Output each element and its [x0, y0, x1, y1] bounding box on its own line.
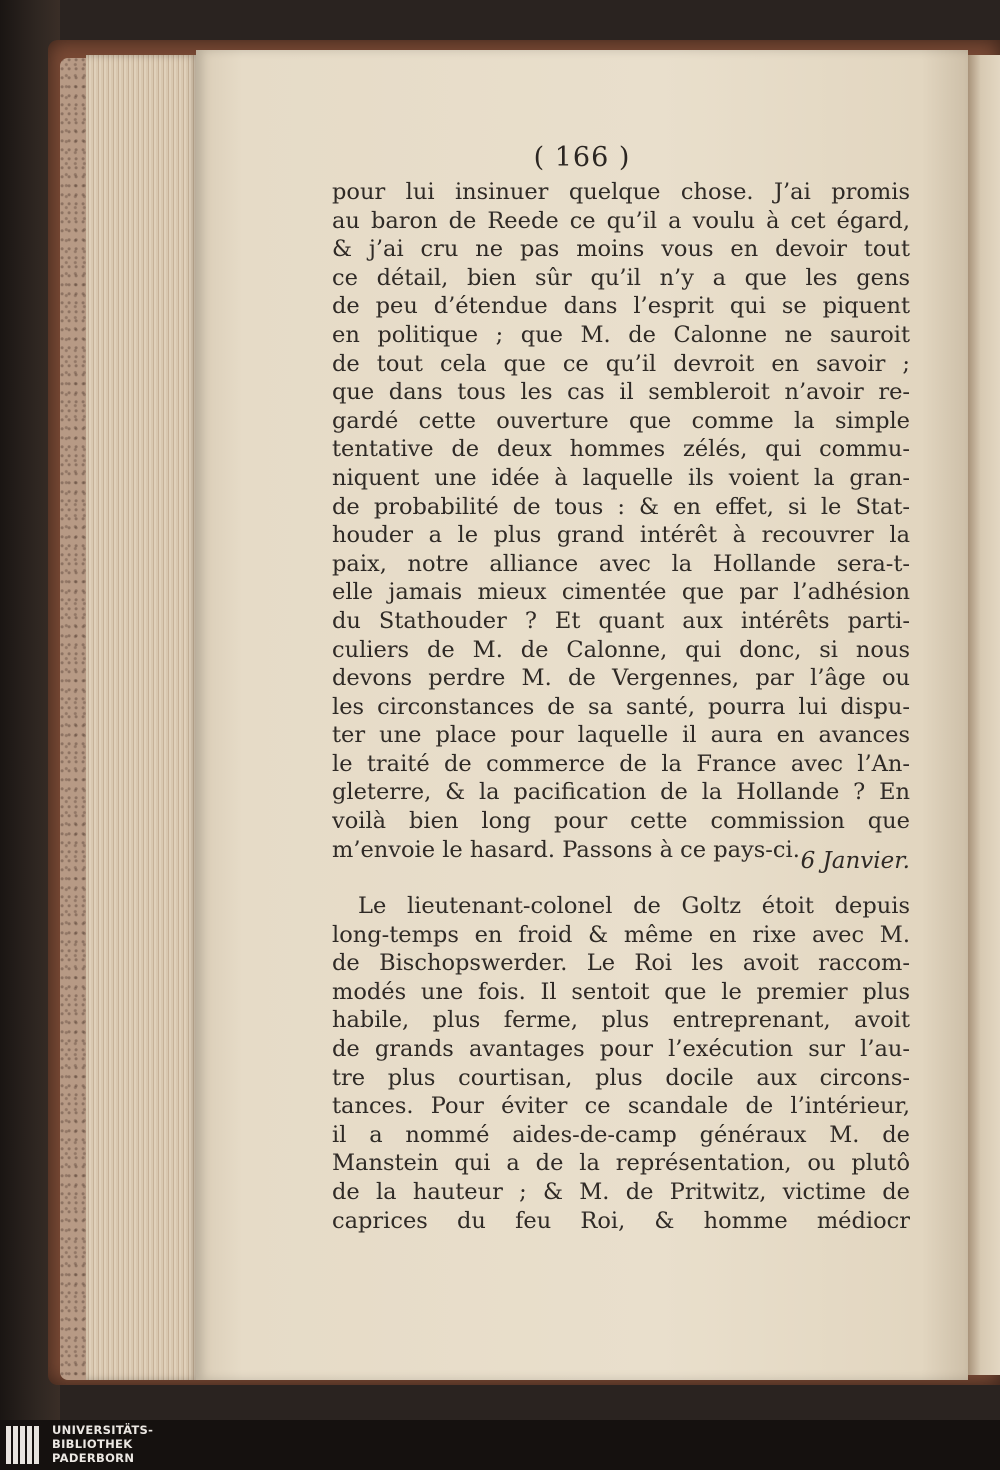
text-line: pour lui insinuer quelque chose. J’ai promis — [332, 179, 910, 205]
text-line: voilà bien long pour cette commission que — [332, 808, 910, 835]
text-line: m’envoie le hasard. Passons à ce pays-ci. — [332, 836, 800, 863]
text-line: elle jamais mieux cimentée que par l’adhésion — [332, 579, 910, 606]
text-line: le traité de commerce de la France avec l’An- — [332, 750, 910, 777]
text-line: houder a le plus grand intérêt à recouvrer la — [332, 522, 910, 549]
text-line: modés une fois. Il sentoit que le premier plus — [332, 978, 910, 1005]
library-logo-icon — [6, 1426, 46, 1464]
book-page — [196, 50, 968, 1380]
text-line: au baron de Reede ce qu’il a voulu à cet égard, — [332, 207, 910, 234]
text-line: de Bischopswerder. Le Roi les avoit raccom- — [332, 950, 910, 977]
text-line: long-temps en froid & même en rixe avec M. — [332, 921, 910, 948]
text-line: caprices du feu Roi, & homme médiocr — [332, 1207, 910, 1234]
text-line: ce détail, bien sûr qu’il n’y a que les gens — [332, 264, 910, 291]
paragraph-continued — [332, 178, 910, 864]
text-line: tances. Pour éviter ce scandale de l’intérieur, — [332, 1093, 910, 1120]
text-line: il a nommé aides-de-camp généraux M. de — [332, 1121, 910, 1148]
library-name-line: UNIVERSITÄTS- — [52, 1423, 154, 1437]
text-line: tre plus courtisan, plus docile aux circons- — [332, 1064, 910, 1091]
text-line: en politique ; que M. de Calonne ne sauroit — [332, 321, 910, 348]
text-line: Le lieutenant-colonel de Goltz étoit depuis — [358, 893, 910, 919]
text-line: les circonstances de sa santé, pourra lui dispu- — [332, 693, 910, 720]
text-line: habile, plus ferme, plus entreprenant, avoit — [332, 1007, 910, 1034]
text-line: ter une place pour laquelle il aura en avances — [332, 722, 910, 749]
text-line: de la hauteur ; & M. de Pritwitz, victime de — [332, 1178, 910, 1205]
text-line: paix, notre alliance avec la Hollande sera-t- — [332, 550, 910, 577]
dateline: 6 Janvier. — [800, 848, 910, 874]
page-stack-edges — [86, 55, 198, 1380]
text-line: de peu d’étendue dans l’esprit qui se piquent — [332, 293, 910, 320]
text-line: de tout cela que ce qu’il devroit en savoir ; — [332, 350, 910, 377]
text-line: tentative de deux hommes zélés, qui commu- — [332, 436, 910, 463]
library-footer — [0, 1420, 1000, 1470]
library-name-line: BIBLIOTHEK — [52, 1437, 133, 1451]
text-line: Manstein qui a de la représentation, ou plutô — [332, 1150, 910, 1177]
text-line: de grands avantages pour l’exécution sur l’au- — [332, 1035, 910, 1062]
facing-page-edge — [968, 55, 1000, 1375]
text-line: devons perdre M. de Vergennes, par l’âge ou — [332, 665, 910, 692]
text-line: niquent une idée à laquelle ils voient la gran- — [332, 464, 910, 491]
text-line: du Stathouder ? Et quant aux intérêts parti- — [332, 607, 910, 634]
text-line: que dans tous les cas il sembleroit n’avoir re- — [332, 379, 910, 406]
library-name — [52, 1423, 153, 1465]
speckled-page-edge — [60, 58, 88, 1380]
text-line: culiers de M. de Calonne, qui donc, si nous — [332, 636, 910, 663]
paragraph-new-entry — [332, 892, 910, 1235]
text-line: gleterre, & la pacification de la Hollande ? En — [332, 779, 910, 806]
text-line: gardé cette ouverture que comme la simple — [332, 407, 910, 434]
text-line: de probabilité de tous : & en effet, si le Stat- — [332, 493, 910, 520]
library-name-line: PADERBORN — [52, 1451, 135, 1465]
text-line: & j’ai cru ne pas moins vous en devoir tout — [332, 236, 910, 263]
page-number: ( 166 ) — [533, 142, 631, 173]
